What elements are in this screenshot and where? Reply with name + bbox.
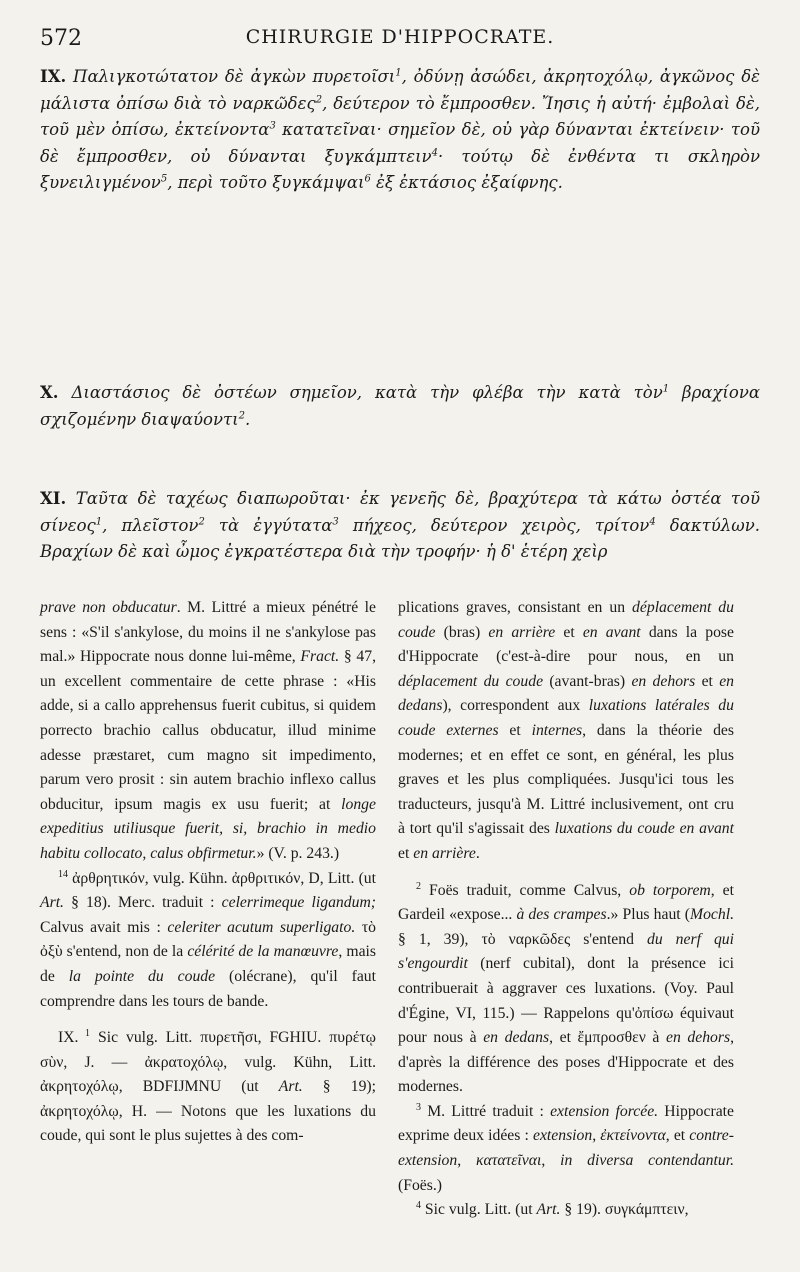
footnote-ref: 3 bbox=[332, 516, 339, 527]
page-number: 572 bbox=[40, 26, 82, 51]
page-header bbox=[40, 26, 760, 56]
footnotes-left-column bbox=[40, 596, 376, 1149]
footnote-ref: 4 bbox=[431, 147, 438, 158]
greek-section-ix: IX. Παλιγκοτώτατον δὲ ἀγκὼν πυρετοῖσι$^1$, ὀδύνῃ ἀσώδει, ἀκρητοχόλῳ, ἀγκῶνος δὲ μάλιστα ὀπίσω διὰ τὸ ναρκῶδες$^2$, δεύτερον τὸ ἔμπροσθεν. Ἴησις ἡ αὐτή· ἐμβολαὶ δὲ, τοῦ μὲν ὀπίσω, ἐκτείνοντα$^3$ κατατεῖναι· σημεῖον δὲ, οὐ γὰρ δύνανται ἐκτείνειν· τοῦ δὲ ἔμπροσθεν, οὐ δύνανται ξυγκάμπτειν$^4$· τούτῳ δὲ ἐνθέντα τι σκληρὸν ξυνειλιγμένον$^5$, περὶ τοῦτο ξυγκάμψαι$^6$ ἐξ ἐκτάσιος ἐξαίφνης. bbox=[40, 67, 760, 192]
greek-section-x: X. Διαστάσιος δὲ ὀστέων σημεῖον, κατὰ τὴν φλέβα τὴν κατὰ τὸν$^1$ βραχίονα σχιζομένην διαψαύοντι$^2$. bbox=[40, 383, 760, 429]
footnote-ref: 4 bbox=[649, 516, 656, 527]
footnote-14: $^{14}$ ἀρθρητικόν, vulg. Kühn. ἀρθριτικόν, D, Litt. (ut Art. § 18). Merc. traduit : celerrimeque ligandum; Calvus avait mis : celeriter acutum superligato. τὸ ὀξὺ s'entend, non de la célérité de la manœuvre, mais de la pointe du coude (olécrane), qu'il faut comprendre dans les tours de bande. bbox=[40, 868, 377, 1010]
section-number: IX. bbox=[40, 67, 67, 86]
footnote-ref: 2 bbox=[315, 94, 323, 105]
footnote-ref: 3 bbox=[269, 120, 276, 132]
section-number: XI. bbox=[40, 489, 67, 508]
footnotes-right-column bbox=[398, 596, 734, 1223]
footnote-ref: 5 bbox=[160, 173, 168, 185]
footnote-ref: 1 bbox=[395, 67, 402, 79]
footnote-ref: 1 bbox=[662, 383, 670, 395]
greek-section-xi: XI. Ταῦτα δὲ ταχέως διαπωροῦται· ἐκ γενεῆς δὲ, βραχύτερα τὰ κάτω ὀστέα τοῦ σίνεος$^1$, πλεῖστον$^2$ τὰ ἐγγύτατα$^3$ πήχεος, δεύτερον χειρὸς, τρίτον$^4$ δακτύλων. Βραχίων δὲ καὶ ὦμος ἐγκρατέστερα διὰ τὴν τροφήν· ἡ δ' ἑτέρη χεὶρ bbox=[40, 489, 760, 561]
footnote-3: $^3$ M. Littré traduit : extension forcée. Hippocrate exprime deux idées : extension, ἐκτείνοντα, et contre-extension, κατατεῖναι, in diversa contendantur. (Foës.) bbox=[398, 1101, 735, 1194]
footnote-ref: 2 bbox=[198, 516, 205, 527]
footnote-continuation-right: plications graves, consistant en un déplacement du coude (bras) en arrière et en avant dans la pose d'Hippocrate (c'est-à-dire pour nous, en un déplacement du coude (avant-bras) en dehors et en dedans), correspondent aux luxations latérales du coude externes et internes, dans la théorie des modernes; et en effet ce sont, en général, les plus graves et les plus compliquées. Jusqu'ici tous les traducteurs, jusqu'à M. Littré inclusivement, ont cru à tort qu'il s'agissait des luxations du coude en avant et en arrière. bbox=[398, 599, 735, 862]
footnote-ref: 2 bbox=[238, 410, 245, 421]
running-title: CHIRURGIE D'HIPPOCRATE. bbox=[245, 26, 555, 48]
footnote-ix-1: IX. $^1$ Sic vulg. Litt. πυρετῆσι, FGHIU. πυρέτῳ σὺν, J. — ἀκρατοχόλῳ, vulg. Kühn, Litt. ἀκρητοχόλῳ, BDFIJMNU (ut Art. § 19); ἀκρητοχόλῳ, H. — Notons que les luxations du coude, qui sont le plus sujettes à des com- bbox=[40, 1027, 377, 1145]
footnote-ref: 1 bbox=[95, 516, 103, 527]
footnote-ref: 6 bbox=[364, 173, 371, 185]
section-number: X. bbox=[40, 383, 59, 402]
footnote-continuation: prave non obducatur. M. Littré a mieux pénétré le sens : «S'il s'ankylose, du moins il ne s'ankylose pas mal.» Hippocrate nous donne lui-même, Fract. § 47, un excellent commentaire de cette phrase : «His adde, si a callo apprehensus fuerit cubitus, si quidem porrecto brachio callus obducatur, illud minime adesse præstaret, cum magno sit impedimento, parum vero prosit : sin autem brachio inflexo callus obducitur, ipsum magis ex usu fuerit; at longe expeditius utiliusque fuerit, si, brachio in medio habitu collocato, calus obfirmetur.» (V. p. 243.) bbox=[40, 599, 377, 862]
footnote-4: $^4$ Sic vulg. Litt. (ut Art. § 19). συγκάμπτειν, bbox=[416, 1200, 689, 1219]
footnote-2: $^2$ Foës traduit, comme Calvus, ob torporem, et Gardeil «expose... à des crampes.» Plus haut (Mochl. § 1, 39), τὸ ναρκῶδες s'entend du nerf qui s'engourdit (nerf cubital), dont la présence ici contribuerait à aggraver ces luxations. (Voy. Paul d'Égine, VI, 115.) — Rappelons qu'ὀπίσω équivaut pour nous à en dedans, et ἔμπροσθεν à en dehors, d'après la différence des poses d'Hippocrate et des modernes. bbox=[398, 880, 735, 1096]
